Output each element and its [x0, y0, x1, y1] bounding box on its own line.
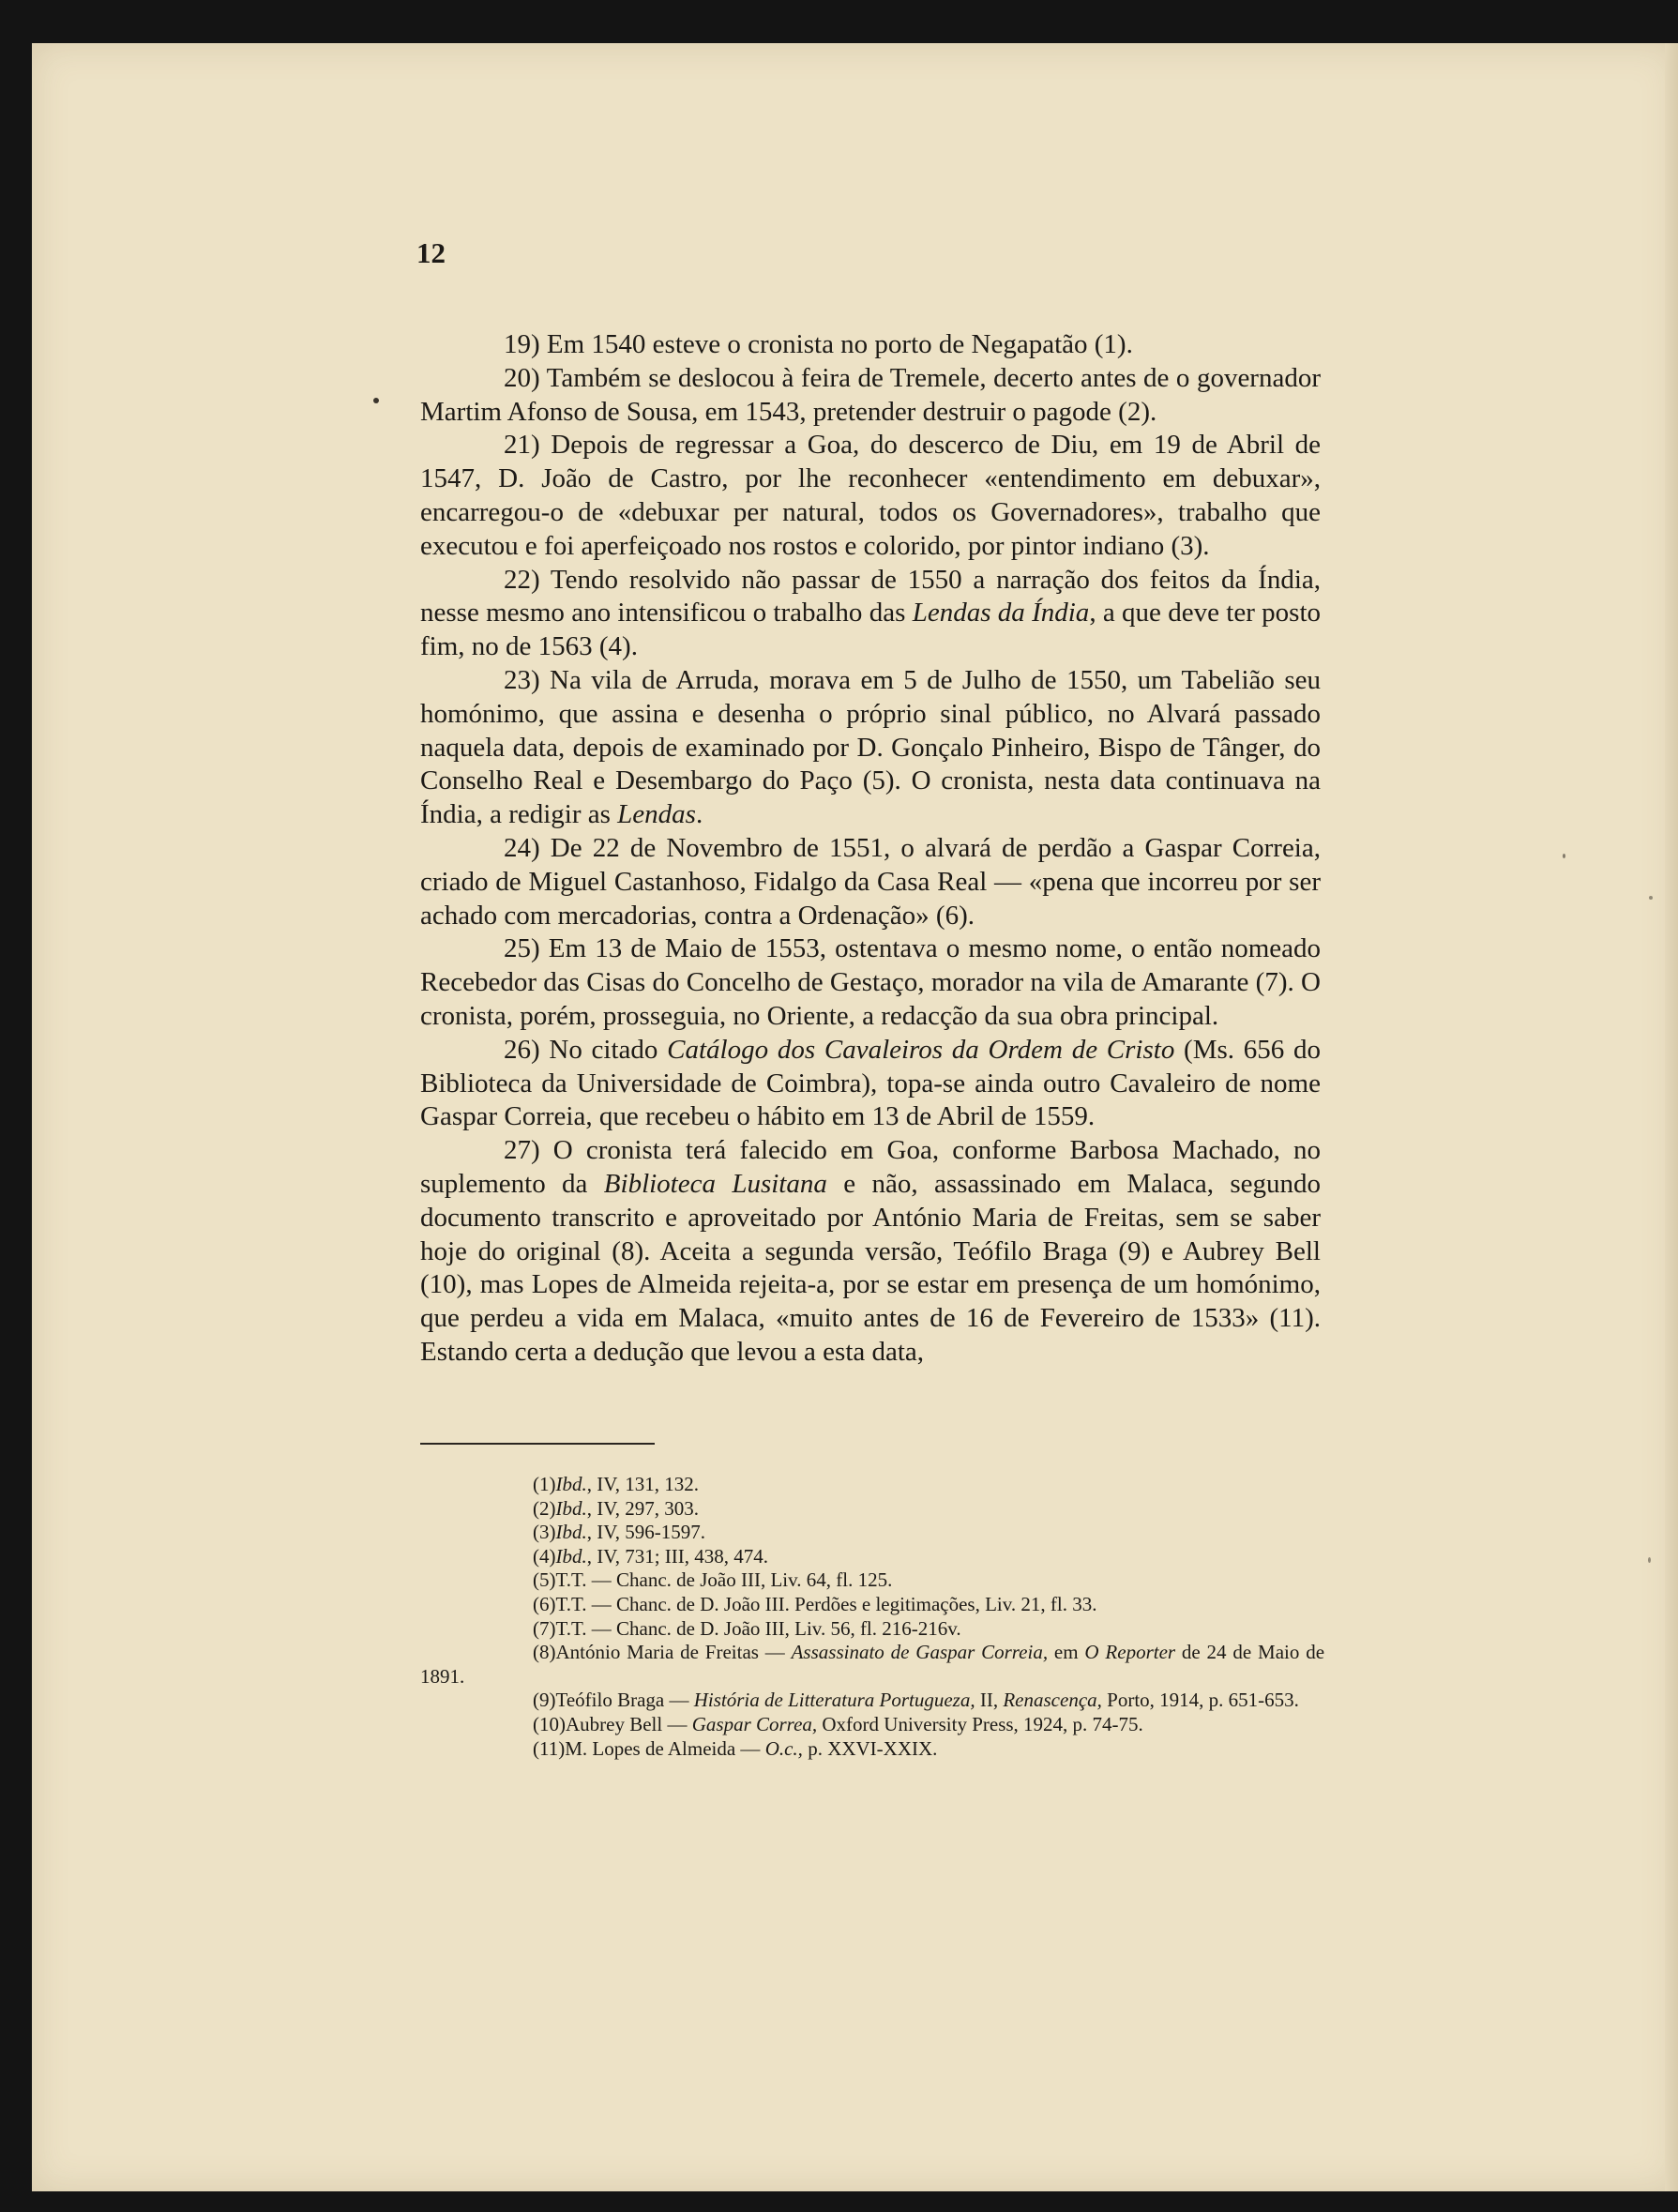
text-segment: 23) Na vila de Arruda, morava em 5 de Julho de 1550, um Tabelião seu homónimo, que assina e desenha o próprio sinal público, no Alvará passado naquela data, depois de examinado por D. Gonçalo Pinheiro, Bispo de Tânger, do Conselho Real e Desembargo do Paço (5). O cronista, nesta data continuava na Índia, a redigir as	[420, 664, 1321, 830]
paragraph	[420, 664, 1321, 832]
italic-text: Gaspar Correa,	[691, 1712, 818, 1735]
text-segment: em	[1048, 1641, 1085, 1664]
text-segment: T.T. — Chanc. de D. João III. Perdões e legitimações, Liv. 21, fl. 33.	[555, 1592, 1097, 1615]
body-text	[420, 328, 1321, 1370]
italic-text: Lendas da Índia	[912, 598, 1090, 629]
text-segment: 20) Também se deslocou à feira de Tremele, decerto antes de o governador Martim Afonso de Sousa, em 1543, pretender destruir o pagode (2).	[420, 362, 1321, 427]
paragraph	[420, 932, 1321, 1033]
footnote-number: (4)	[533, 1544, 556, 1568]
footnote	[420, 1568, 1324, 1593]
paragraph	[420, 1134, 1321, 1370]
footnote-number: (1)	[533, 1473, 556, 1495]
text-segment: II,	[975, 1689, 1004, 1712]
italic-text: Ibd.	[555, 1496, 587, 1520]
text-segment: , IV, 596-1597.	[586, 1521, 705, 1544]
italic-text: Ibd.	[555, 1473, 587, 1495]
footnote	[420, 1713, 1324, 1737]
footnote-number: (6)	[533, 1592, 556, 1615]
text-segment: T.T. — Chanc. de João III, Liv. 64, fl. 125.	[555, 1568, 893, 1592]
dust-speck	[1563, 854, 1565, 858]
text-segment: , a que deve ter posto fim, no de 1563 (4).	[420, 598, 1322, 662]
footnote-number: (8)	[533, 1641, 556, 1664]
text-segment: 25) Em 13 de Maio de 1553, ostentava o mesmo nome, o então nomeado Recebedor das Cisas do Concelho de Gestaço, morador na vila de Amarante (7). O cronista, porém, prosseguia, no Oriente, a redacção da sua obra principal.	[420, 933, 1321, 1031]
text-segment: (Ms. 656 do Biblioteca da Universidade de Coimbra), topa-se ainda outro Cavaleiro de nome Gaspar Correia, que recebeu o hábito em 13 de Abril de 1559.	[420, 1034, 1321, 1132]
text-segment: 26) No citado	[504, 1034, 668, 1065]
text-segment: .	[695, 799, 703, 830]
footnote-number: (3)	[533, 1521, 556, 1544]
italic-text: Ibd.	[555, 1521, 587, 1544]
footnote	[420, 1521, 1324, 1545]
footnote	[420, 1497, 1324, 1522]
text-segment: 22) Tendo resolvido não passar de 1550 a narração dos feitos da Índia, nesse mesmo ano intensificou o trabalho das	[420, 564, 1321, 629]
text-segment: António Maria de Freitas —	[555, 1641, 792, 1664]
paragraph	[420, 832, 1321, 932]
italic-text: O.c.,	[764, 1736, 803, 1760]
text-segment: 19) Em 1540 esteve o cronista no porto de Negapatão (1).	[504, 329, 1133, 359]
italic-text: Ibd.	[555, 1544, 587, 1568]
footnote-number: (5)	[533, 1568, 556, 1592]
text-segment: , IV, 731; III, 438, 474.	[586, 1544, 769, 1568]
footnote	[420, 1473, 1324, 1497]
page-number: 12	[416, 236, 446, 269]
footnote-number: (11)	[533, 1736, 566, 1760]
paragraph	[420, 429, 1321, 563]
paragraph	[420, 1034, 1321, 1134]
footnote-number: (7)	[533, 1616, 556, 1640]
italic-text: Renascença,	[1003, 1689, 1102, 1712]
text-segment: de 24 de Maio de 1891.	[420, 1641, 1325, 1688]
text-segment: Oxford University Press, 1924, p. 74-75.	[817, 1712, 1143, 1735]
italic-text: Catálogo dos Cavaleiros da Ordem de Cristo	[667, 1034, 1175, 1065]
italic-text: O Reporter	[1084, 1641, 1176, 1664]
footnotes	[420, 1473, 1324, 1761]
text-segment: , IV, 297, 303.	[586, 1496, 699, 1520]
text-segment: p. XXVI-XXIX.	[802, 1736, 938, 1760]
dust-speck	[1648, 1557, 1651, 1563]
text-segment: 24) De 22 de Novembro de 1551, o alvará de perdão a Gaspar Correia, criado de Miguel Castanhoso, Fidalgo da Casa Real — «pena que incorreu por ser achado com mercadorias, contra a Ordenação» (6).	[420, 832, 1321, 931]
paragraph	[420, 362, 1321, 430]
footnote	[420, 1617, 1324, 1642]
footnote	[420, 1545, 1324, 1569]
footnote	[420, 1641, 1324, 1689]
text-segment: e não, assassinado em Malaca, segundo documento transcrito e aproveitado por António Maria de Freitas, sem se saber hoje do original (8). Aceita a segunda versão, Teófilo Braga (9) e Aubrey Bell (10), mas Lopes de Almeida rejeita-a, por se estar em presença de um homónimo, que perdeu a vida em Malaca, «muito antes de 16 de Fevereiro de 1533» (11). Estando certa a dedução que levou a esta data,	[420, 1168, 1321, 1367]
text-segment: 21) Depois de regressar a Goa, do descerco de Diu, em 19 de Abril de 1547, D. João de Castro, por lhe reconhecer «entendimento em debuxar», encarregou-o de «debuxar per natural, todos os Governadores», trabalho que executou e foi aperfeiçoado nos rostos e colorido, por pintor indiano (3).	[420, 430, 1321, 561]
italic-text: História de Litteratura Portugueza,	[693, 1689, 975, 1712]
footnote	[420, 1737, 1324, 1762]
footnote-number: (2)	[533, 1496, 556, 1520]
text-segment: 27) O cronista terá falecido em Goa, conforme Barbosa Machado, no suplemento da	[420, 1135, 1321, 1199]
paragraph	[420, 328, 1321, 362]
italic-text: Assassinato de Gaspar Correia,	[791, 1641, 1049, 1664]
italic-text: Biblioteca Lusitana	[603, 1168, 827, 1199]
italic-text: Lendas	[617, 799, 696, 830]
footnote-number: (9)	[533, 1689, 556, 1712]
text-segment: T.T. — Chanc. de D. João III, Liv. 56, fl. 216-216v.	[555, 1616, 961, 1640]
dust-speck	[1649, 896, 1653, 900]
page-edge	[1665, 43, 1678, 2191]
text-segment: Porto, 1914, p. 651-653.	[1101, 1689, 1299, 1712]
text-segment: , IV, 131, 132.	[586, 1473, 699, 1495]
footnote	[420, 1593, 1324, 1617]
footnote-number: (10)	[533, 1712, 566, 1735]
footnote	[420, 1689, 1324, 1713]
text-segment: Teófilo Braga —	[555, 1689, 694, 1712]
dust-speck	[373, 398, 379, 403]
text-segment: M. Lopes de Almeida —	[565, 1736, 765, 1760]
text-segment: Aubrey Bell —	[566, 1712, 692, 1735]
footnote-separator	[420, 1443, 655, 1445]
paragraph	[420, 564, 1321, 664]
